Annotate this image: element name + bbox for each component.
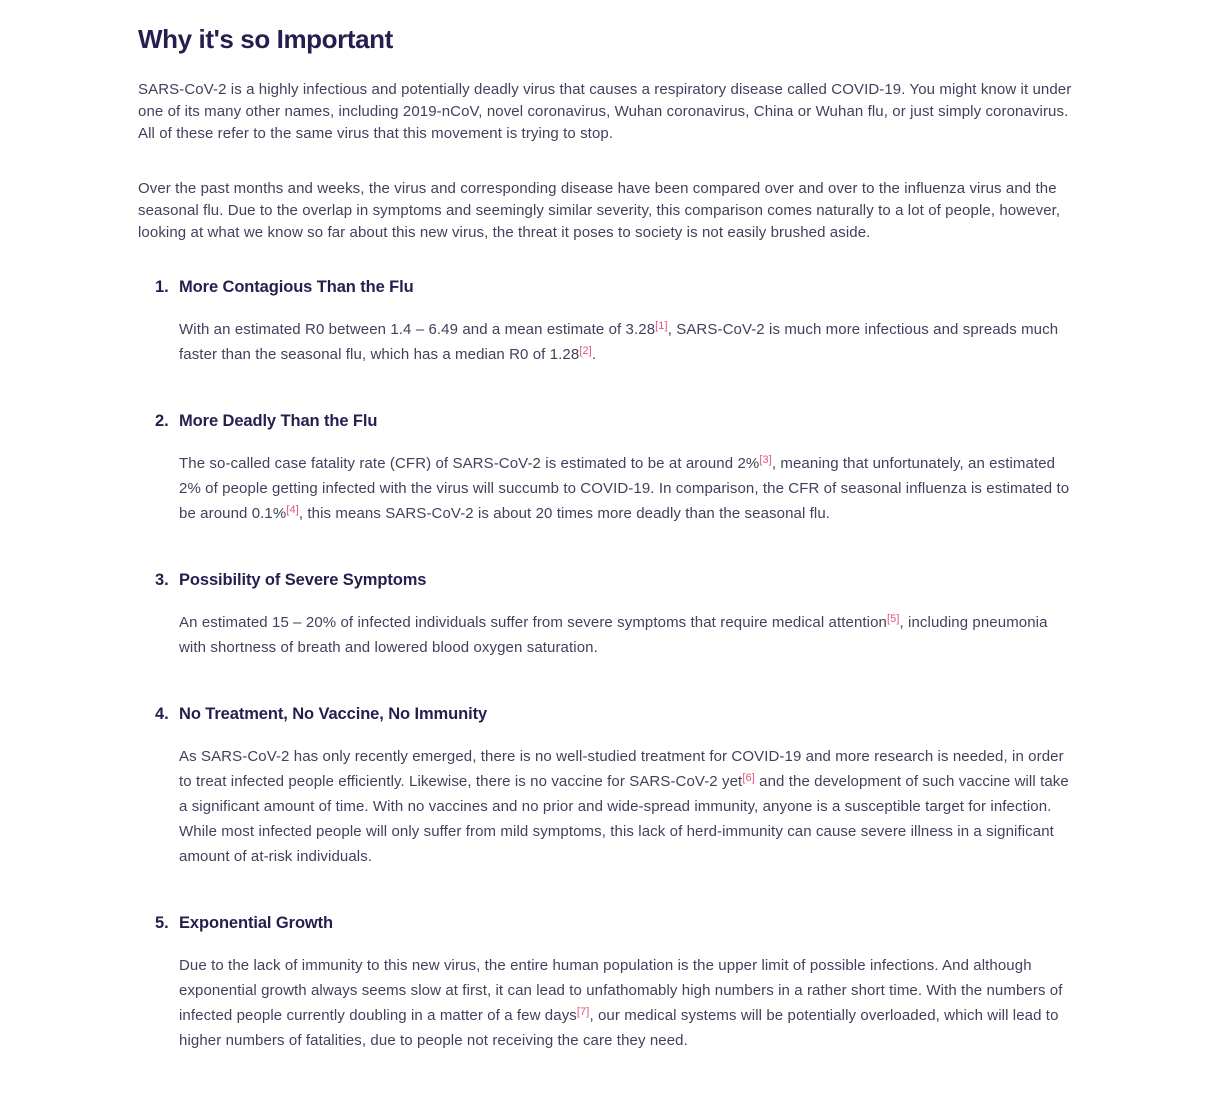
- citation-link[interactable]: [3]: [759, 454, 772, 466]
- list-item: [138, 571, 1077, 660]
- citation-link[interactable]: [2]: [579, 345, 592, 357]
- citation-link[interactable]: [5]: [886, 613, 900, 625]
- intro-paragraph: SARS-CoV-2 is a highly infectious and potentially deadly virus that causes a respiratory disease called COVID-19. You might know it under one of its many other names, including 2019-nCoV, novel coronavirus, Wuhan coronavirus, China or Wuhan flu, or just simply coronavirus. All of these refer to the same virus that this movement is trying to stop.: [138, 81, 1072, 142]
- citation-link[interactable]: [4]: [286, 504, 299, 516]
- list-item: [138, 412, 1077, 526]
- citation-link[interactable]: [6]: [742, 772, 755, 784]
- intro-paragraph: Over the past months and weeks, the virus and corresponding disease have been compared over and over to the influenza virus and the seasonal flu. Due to the overlap in symptoms and seemingly similar severity, this comparison comes naturally to a lot of people, however, looking at what we know so far about this new virus, the threat it poses to society is not easily brushed aside.: [138, 180, 1061, 241]
- item-heading-row: [138, 571, 1077, 590]
- item-paragraph: With an estimated R0 between 1.4 – 6.49 and a mean estimate of 3.28[1], SARS-CoV-2 is much more infectious and spreads much faster than the seasonal flu, which has a median R0 of 1.28[2].: [179, 320, 1059, 363]
- item-heading: No Treatment, No Vaccine, No Immunity: [179, 705, 488, 723]
- item-heading: More Contagious Than the Flu: [179, 278, 414, 296]
- list-item: [138, 278, 1077, 367]
- citation-link[interactable]: [7]: [576, 1006, 590, 1018]
- item-number: 1.: [155, 278, 169, 296]
- item-heading-row: [138, 705, 1077, 724]
- page-title: Why it's so Important: [138, 24, 393, 54]
- list-item: [138, 914, 1077, 1053]
- item-heading-row: [138, 278, 1077, 297]
- item-heading: Possibility of Severe Symptoms: [179, 571, 427, 589]
- item-paragraph: An estimated 15 – 20% of infected individuals suffer from severe symptoms that require medical attention[5], including pneumonia with shortness of breath and lowered blood oxygen saturation.: [179, 613, 1048, 656]
- item-number: 4.: [155, 705, 169, 723]
- item-heading-row: [138, 914, 1077, 933]
- item-heading-row: [138, 412, 1077, 431]
- item-heading: More Deadly Than the Flu: [179, 412, 378, 430]
- item-number: 5.: [155, 914, 169, 932]
- item-number: 2.: [155, 412, 169, 430]
- item-paragraph: The so-called case fatality rate (CFR) of SARS-CoV-2 is estimated to be at around 2%[3], meaning that unfortunately, an estimated 2% of people getting infected with the virus will succumb to COVID-19. In comparison, the CFR of seasonal influenza is estimated to be around 0.1%[4], this means SARS-CoV-2 is about 20 times more deadly than the seasonal flu.: [179, 454, 1070, 522]
- intro-section: [138, 79, 1077, 244]
- item-heading: Exponential Growth: [179, 914, 334, 932]
- citation-link[interactable]: [1]: [655, 320, 668, 332]
- item-paragraph: As SARS-CoV-2 has only recently emerged, there is no well-studied treatment for COVID-19 and more research is needed, in order to treat infected people efficiently. Likewise, there is no vaccine for SARS-CoV-2 yet[6] and the development of such vaccine will take a significant amount of time. With no vaccines and no prior and wide-spread immunity, anyone is a susceptible target for infection. While most infected people will only suffer from mild symptoms, this lack of herd-immunity can cause severe illness in a significant amount of at-risk individuals.: [179, 748, 1069, 865]
- item-paragraph: Due to the lack of immunity to this new virus, the entire human population is the upper limit of possible infections. And although exponential growth always seems slow at first, it can lead to unfathomably high numbers in a rather short time. With the numbers of infected people currently doubling in a matter of a few days[7], our medical systems will be potentially overloaded, which will lead to higher numbers of fatalities, due to people not receiving the care they need.: [179, 957, 1063, 1049]
- numbered-list: [138, 278, 1077, 1053]
- item-number: 3.: [155, 571, 169, 589]
- list-item: [138, 705, 1077, 869]
